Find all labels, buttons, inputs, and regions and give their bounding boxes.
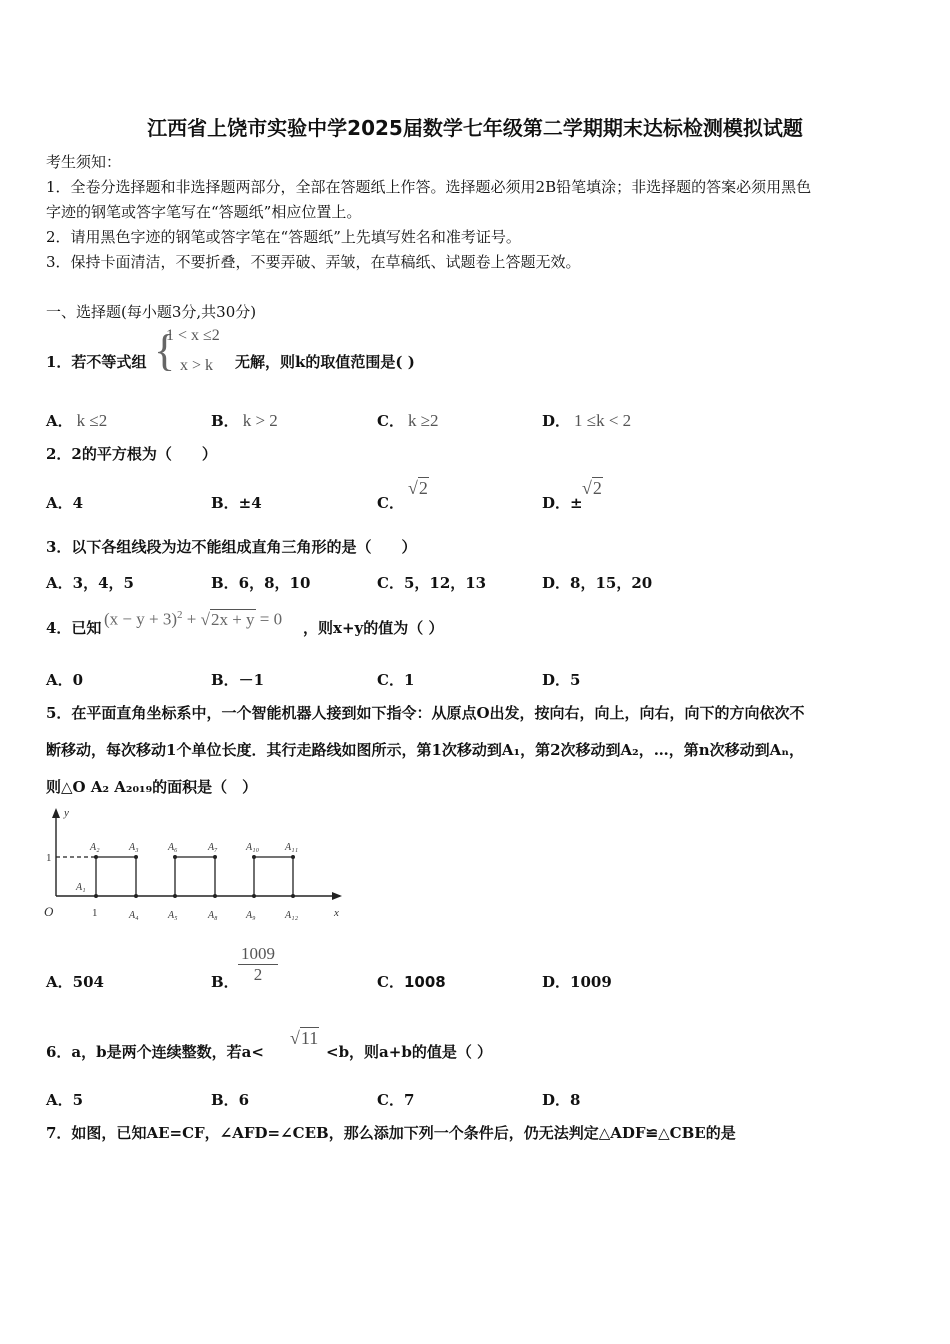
- q3-option-c[interactable]: C．5，12，13: [377, 574, 487, 592]
- point-a12: [291, 894, 295, 898]
- label-a9: A₉: [246, 910, 256, 921]
- y-axis-arrow-icon: [52, 808, 60, 818]
- q3-option-d[interactable]: D．8，15，20: [542, 574, 653, 592]
- q5-option-b-fraction: $\frac{1009}{2}$: [238, 944, 278, 985]
- label-a11: A₁₁: [285, 842, 299, 853]
- q1-system-line-2: x > k: [180, 357, 214, 374]
- q1-suffix: 无解，则k的取值范围是( ): [235, 353, 415, 371]
- q1-prefix: 1．若不等式组: [46, 353, 147, 371]
- label-a1: A₁: [76, 882, 86, 893]
- point-a7: [213, 855, 217, 859]
- q3-option-a[interactable]: A．3，4，5: [46, 574, 134, 592]
- x-axis-arrow-icon: [332, 892, 342, 900]
- y-axis-label: y: [64, 807, 69, 819]
- q4-option-c[interactable]: C．1: [377, 671, 415, 689]
- label-a2: A₂: [90, 842, 100, 853]
- label-a12: A₁₂: [285, 910, 299, 921]
- q2-stem: 2．2的平方根为（ ）: [46, 445, 217, 463]
- point-a4: [134, 894, 138, 898]
- point-a11: [291, 855, 295, 859]
- label-a4: A₄: [129, 910, 139, 921]
- notice-line-3: 3．保持卡面清洁，不要折叠，不要弄破、弄皱，在草稿纸、试题卷上答题无效。: [46, 253, 581, 271]
- path-segment-1: [96, 857, 136, 896]
- robot-path-figure: [40, 800, 360, 930]
- q6-option-a[interactable]: A．5: [46, 1091, 84, 1109]
- label-a7: A₇: [208, 842, 218, 853]
- point-a3: [134, 855, 138, 859]
- point-a10: [252, 855, 256, 859]
- q5-option-d[interactable]: D．1009: [542, 973, 612, 991]
- notice-line-1a: 1．全卷分选择题和非选择题两部分，全部在答题纸上作答。选择题必须用2B铅笔填涂；非选择题的答案必须用黑色: [46, 178, 812, 196]
- q4-option-d[interactable]: D．5: [542, 671, 581, 689]
- brace-icon: {: [154, 326, 176, 375]
- q6-sqrt: √11: [290, 1028, 319, 1048]
- q5-line-3: 则△O A₂ A₂₀₁₉的面积是（ ）: [46, 778, 258, 796]
- q6-option-c[interactable]: C．7: [377, 1091, 415, 1109]
- notice-line-1b: 字迹的钢笔或答字笔写在“答题纸”相应位置上。: [46, 203, 362, 221]
- point-a6: [173, 855, 177, 859]
- q3-option-b[interactable]: B．6，8，10: [211, 574, 311, 592]
- y-tick-1: 1: [46, 852, 52, 864]
- q4-suffix: ，则x+y的值为（ ）: [303, 619, 444, 637]
- q6-option-d[interactable]: D．8: [542, 1091, 581, 1109]
- notice-line-2: 2．请用黑色字迹的钢笔或答字笔在“答题纸”上先填写姓名和准考证号。: [46, 228, 521, 246]
- point-a2: [94, 855, 98, 859]
- section-heading: 一、选择题(每小题3分,共30分): [46, 303, 257, 321]
- q5-line-2: 断移动，每次移动1个单位长度．其行走路线如图所示，第1次移动到A₁，第2次移动到A₂，…，第n次移动到Aₙ，: [46, 741, 805, 759]
- point-a8: [213, 894, 217, 898]
- q6-suffix: <b，则a+b的值是（ ）: [326, 1043, 493, 1061]
- q1-option-a[interactable]: A． k ≤2: [46, 411, 108, 430]
- q5-option-c[interactable]: C．1008: [377, 973, 446, 991]
- q5-option-b[interactable]: B．: [211, 973, 239, 991]
- q1-option-b[interactable]: B． k > 2: [211, 411, 278, 430]
- label-a10: A₁₀: [246, 842, 260, 853]
- x-axis-label: x: [334, 907, 339, 919]
- q4-option-a[interactable]: A．0: [46, 671, 84, 689]
- q2-option-d[interactable]: D．±: [542, 494, 583, 512]
- label-a3: A₃: [129, 842, 139, 853]
- q7-stem: 7．如图，已知AE=CF，∠AFD=∠CEB，那么添加下列一个条件后，仍无法判定△ADF≌△CBE的是: [46, 1124, 736, 1142]
- q3-stem: 3．以下各组线段为边不能组成直角三角形的是（ ）: [46, 538, 417, 556]
- q1-option-c[interactable]: C． k ≥2: [377, 411, 439, 430]
- q2-option-c[interactable]: C．: [377, 494, 404, 512]
- point-a1: [94, 894, 98, 898]
- q1-system-line-1: 1 < x ≤2: [166, 327, 220, 344]
- label-a8: A₈: [208, 910, 218, 921]
- path-segment-2: [175, 857, 215, 896]
- q5-line-1: 5．在平面直角坐标系中，一个智能机器人接到如下指令：从原点O出发，按向右，向上，向右，向下的方向依次不: [46, 704, 805, 722]
- q4-expression: $(x - y + 3)^2 + √2x + y = 0$: [104, 609, 283, 629]
- q6-prefix: 6．a，b是两个连续整数，若a<: [46, 1043, 264, 1061]
- page-title: 江西省上饶市实验中学2025届数学七年级第二学期期末达标检测模拟试题: [147, 116, 803, 140]
- origin-label: O: [44, 904, 54, 919]
- q2-option-d-sqrt: √2: [582, 478, 602, 498]
- q1-option-d[interactable]: D． 1 ≤k < 2: [542, 411, 632, 430]
- q5-option-a[interactable]: A．504: [46, 973, 104, 991]
- q2-option-b[interactable]: B．±4: [211, 494, 262, 512]
- q6-option-b[interactable]: B．6: [211, 1091, 250, 1109]
- label-a6: A₆: [168, 842, 178, 853]
- label-a5: A₅: [168, 910, 178, 921]
- notice-heading: 考生须知：: [46, 153, 122, 171]
- path-segment-3: [254, 857, 293, 896]
- q4-option-b[interactable]: B．－1: [211, 671, 265, 689]
- x-tick-1: 1: [92, 907, 98, 919]
- q2-option-c-sqrt: √2: [408, 478, 428, 498]
- q4-prefix: 4．已知: [46, 619, 102, 637]
- point-a9: [252, 894, 256, 898]
- q2-option-a[interactable]: A．4: [46, 494, 84, 512]
- point-a5: [173, 894, 177, 898]
